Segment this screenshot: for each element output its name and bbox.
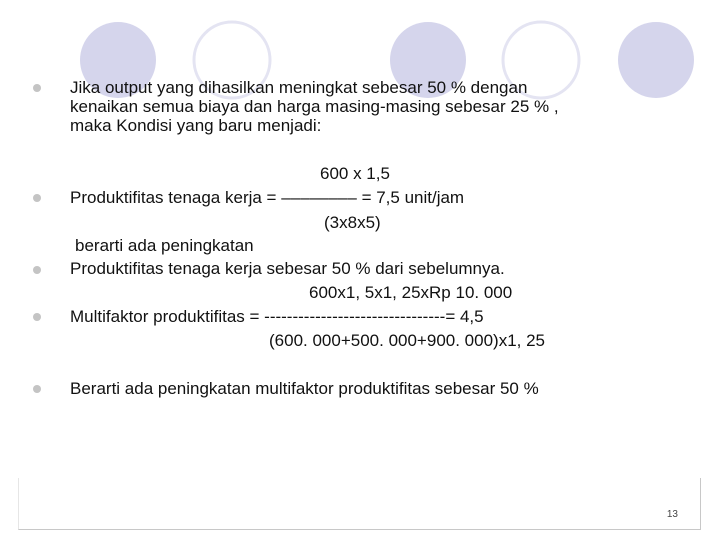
conclusion-text: Berarti ada peningkatan multifaktor produktifitas sebesar 50 %: [70, 379, 539, 398]
bullet-dot: [33, 194, 41, 202]
labor-denominator: (3x8x5): [324, 213, 381, 232]
footer-frame: [18, 478, 701, 530]
deco-circle-5: [618, 22, 694, 98]
labor-equation: Produktifitas tenaga kerja = –––––––– = 7,5 unit/jam: [70, 188, 465, 207]
multifactor-denominator: (600. 000+500. 000+900. 000)x1, 25: [269, 331, 546, 350]
bullet-dot: [33, 84, 41, 92]
bullet-dot: [33, 385, 41, 393]
multifactor-equation: Multifaktor produktifitas = --------------------------------= 4,5: [70, 307, 484, 326]
bullet-dot: [33, 266, 41, 274]
increase-line-1: berarti ada peningkatan: [75, 236, 254, 255]
labor-numerator: 600 x 1,5: [320, 164, 390, 183]
increase-line-2: Produktifitas tenaga kerja sebesar 50 % dari sebelumnya.: [70, 259, 505, 278]
intro-line-1: Jika output yang dihasilkan meningkat sebesar 50 % dengan: [70, 78, 528, 97]
bullet-dot: [33, 313, 41, 321]
page-number: 13: [666, 509, 678, 520]
intro-line-2: kenaikan semua biaya dan harga masing-masing sebesar 25 % ,: [70, 97, 559, 116]
intro-line-3: maka Kondisi yang baru menjadi:: [70, 116, 322, 135]
multifactor-numerator: 600x1, 5x1, 25xRp 10. 000: [309, 283, 513, 302]
